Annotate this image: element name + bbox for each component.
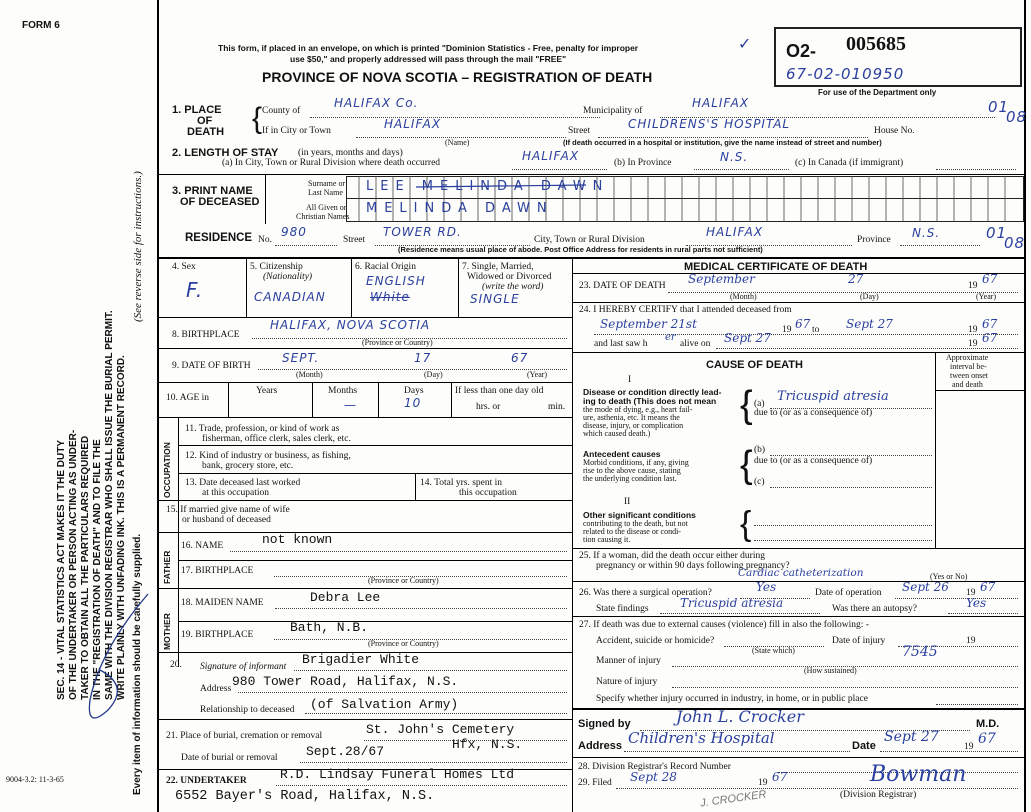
accident-label: Accident, suicide or homicide?	[596, 636, 715, 646]
sig-date-label: Date	[852, 740, 876, 752]
q15b-label: or husband of deceased	[182, 515, 271, 525]
mother-vertical: MOTHER	[162, 613, 172, 650]
dob-year: 67	[511, 351, 529, 365]
medical-title: MEDICAL CERTIFICATE OF DEATH	[684, 261, 868, 273]
sig-address-label: Address	[578, 740, 623, 752]
handwritten-number: 67-02-010950	[786, 65, 905, 83]
form-number: FORM 6	[22, 20, 60, 31]
undertaker-name: R.D. Lindsay Funeral Homes Ltd	[280, 767, 515, 782]
filed-yr-prefix: 19	[758, 778, 768, 788]
autopsy-label: Was there an autopsy?	[832, 604, 917, 614]
death-yr-prefix: 19	[968, 281, 978, 291]
check-mark: ✓	[738, 34, 753, 53]
cause-c-label: (c)	[754, 477, 765, 487]
dob-day: 17	[414, 351, 432, 365]
occupation-q11: 11. Trade, profession, or kind of work as	[185, 424, 340, 434]
relationship-label: Relationship to deceased	[200, 705, 295, 715]
cause-a-label: (a)	[754, 399, 765, 409]
to-yr: 67	[982, 317, 998, 331]
dob-month: SEPT.	[282, 351, 320, 365]
q18-label: 18. MAIDEN NAME	[181, 598, 264, 608]
place-label-1: 1. PLACE	[172, 104, 222, 116]
other-brace: {	[740, 505, 752, 543]
marital-label-3: (write the word)	[482, 282, 544, 292]
direct-brace: {	[740, 384, 753, 426]
to-label: to	[812, 325, 820, 335]
age-label: 10. AGE in	[166, 393, 210, 403]
findings-value: Tricuspid atresia	[680, 596, 784, 610]
attended-from: September 21st	[600, 317, 697, 331]
crocker-stamp: J. CROCKER	[699, 788, 768, 810]
place-label-2: OF	[197, 115, 213, 127]
stay-b-label: (b) In Province	[614, 158, 672, 168]
q26-label: 26. Was there a surgical operation?	[579, 588, 712, 598]
racial-struck: White	[370, 290, 410, 304]
q28-label: 28. Division Registrar's Record Number	[578, 762, 731, 772]
stay-a-value: HALIFAX	[522, 149, 580, 163]
name-label: (Name)	[445, 138, 470, 147]
county-label: County of	[262, 106, 301, 116]
age-years-label: Years	[256, 386, 278, 396]
last-yr-prefix: 19	[968, 339, 978, 349]
margin-line-3: TAKER TO OBTAIN ALL THE PARTICULARS REQUIRED	[80, 435, 91, 700]
name-label-2: OF DECEASED	[180, 196, 260, 208]
sig-address: Children's Hospital	[628, 729, 775, 747]
autopsy-value: Yes	[966, 596, 987, 610]
occupation-q12b: bank, grocery store, etc.	[202, 461, 294, 471]
dob-month-label: (Month)	[296, 370, 323, 379]
q15-label: 15. If married give name of wife	[166, 505, 290, 515]
alive-label: alive on	[680, 339, 711, 349]
occupation-q13: 13. Date deceased last worked	[185, 478, 301, 488]
last-seen-label: and last saw h	[594, 339, 648, 349]
city-label: If in City or Town	[262, 126, 331, 136]
given-value: MELINDA DAWN	[366, 201, 554, 216]
sig-yr-prefix: 19	[964, 742, 974, 752]
nature-label: Nature of injury	[596, 677, 658, 687]
informant-address: 980 Tower Road, Halifax, N.S.	[232, 674, 459, 689]
house-label: House No.	[874, 126, 915, 136]
citizenship-label: 5. Citizenship	[250, 262, 303, 272]
cause-a: Tricuspid atresia	[777, 389, 889, 404]
residence-note: (Residence means usual place of abode. Post Office Address for residents in rural parts not sufficient)	[398, 245, 763, 254]
racial-value: ENGLISH	[366, 274, 426, 288]
birthplace-label: 8. BIRTHPLACE	[172, 330, 240, 340]
q27-label: 27. If death was due to external causes (violence) fill in also the following: -	[579, 620, 869, 630]
mother-birthplace: Bath, N.B.	[290, 620, 369, 635]
burial-date-label: Date of burial or removal	[181, 753, 278, 763]
margin-scribble	[60, 590, 160, 740]
last-seen-date: Sept 27	[724, 331, 771, 345]
registrar-signature: Bowman	[870, 762, 967, 787]
death-day: 27	[848, 272, 864, 286]
margin-line-5: SAME WITH THE DIVISION REGISTRAR WHO SHALL ISSUE THE BURIAL PERMIT.	[104, 310, 115, 700]
manner-label: Manner of injury	[596, 656, 661, 666]
from-yr: 67	[795, 317, 811, 331]
manner-value: 7545	[902, 644, 938, 660]
signed-value: John L. Crocker	[676, 707, 804, 726]
occupation-q11b: fisherman, office clerk, sales clerk, etc.	[202, 434, 351, 444]
age-months-value: —	[344, 398, 357, 412]
margin-line-8: Every item of information should be carefully supplied.	[132, 533, 143, 795]
sig-yr: 67	[978, 731, 996, 747]
municipality-label: Municipality of	[583, 106, 643, 116]
margin-line-4: IN THE "REGISTRATION OF DEATH" AND TO FILE THE	[92, 439, 103, 700]
q16-label: 16. NAME	[181, 541, 224, 551]
form-title: PROVINCE OF NOVA SCOTIA – REGISTRATION OF DEATH	[262, 69, 653, 85]
injury-yr: 19	[966, 636, 976, 646]
q24-label: 24. I HEREBY CERTIFY that I attended deceased from	[579, 305, 792, 315]
margin-line-2: OF THE UNDERTAKER OR PERSON ACTING AS UNDER-	[68, 429, 79, 700]
residence-street-label: Street	[343, 235, 366, 245]
notice-line-1: This form, if placed in an envelope, on which is printed "Dominion Statistics - Free, penalty for improper	[218, 43, 639, 53]
marital-label-1: 7. Single, Married,	[462, 262, 534, 272]
q29-label: 29. Filed	[578, 778, 612, 788]
q20-label: 20.	[170, 660, 182, 670]
op-date: Sept 26	[902, 580, 949, 594]
op-yr-prefix: 19	[966, 588, 976, 598]
stay-c-label: (c) In Canada (if immigrant)	[795, 158, 904, 168]
racial-label: 6. Racial Origin	[355, 262, 416, 272]
other-label-2: contributing to the death, but not	[583, 519, 688, 528]
interval-label-2: interval be-	[950, 362, 987, 371]
signed-label: Signed by	[578, 718, 631, 730]
q17-label: 17. BIRTHPLACE	[181, 566, 254, 576]
antecedent-label-4: the underlying condition last.	[583, 474, 677, 483]
occupation-q14: 14. Total yrs. spent in	[420, 478, 503, 488]
undertaker-address: 6552 Bayer's Road, Halifax, N.S.	[175, 789, 435, 804]
roman-1: I	[628, 375, 632, 385]
given-label-2: Christian Names	[296, 212, 350, 221]
age-ltday-label: If less than one day old	[455, 386, 544, 396]
attended-to: Sept 27	[846, 317, 893, 331]
stay-label: 2. LENGTH OF STAY	[172, 147, 279, 159]
occupation-q12: 12. Kind of industry or business, as fishing,	[185, 451, 351, 461]
reg-number: 005685	[846, 33, 906, 55]
age-days-label: Days	[404, 386, 424, 396]
surname-label-1: Surname or	[308, 179, 346, 188]
burial-place-2: Hfx, N.S.	[452, 737, 523, 752]
occupation-q14b: this occupation	[459, 488, 517, 498]
residence-city: HALIFAX	[706, 225, 764, 239]
father-name: not known	[262, 532, 333, 547]
to-yr-prefix: 19	[968, 325, 978, 335]
mother-prov: (Province or Country)	[368, 639, 439, 648]
residence-label: RESIDENCE	[185, 232, 253, 244]
other-label-1: Other significant conditions	[583, 510, 696, 520]
last-seen-pronoun: er	[665, 332, 676, 343]
roman-2: II	[624, 497, 631, 507]
from-yr-prefix: 19	[782, 325, 792, 335]
citizenship-value: CANADIAN	[254, 290, 326, 304]
citizenship-sub: (Nationality)	[263, 272, 313, 282]
surname-value: LEE MELINDA DAWN	[366, 179, 610, 194]
antecedent-label-3: rise to the above cause, stating	[583, 466, 681, 475]
place-label-3: DEATH	[187, 126, 225, 138]
registration-number-box	[774, 27, 1022, 87]
street-label: Street	[568, 126, 591, 136]
interval-label-4: and death	[952, 380, 983, 389]
md-label: M.D.	[976, 718, 1000, 730]
burial-date: Sept.28/67	[306, 744, 385, 759]
direct-label-6: which caused death.)	[583, 429, 651, 438]
age-months-label: Months	[328, 386, 358, 396]
op-date-label: Date of operation	[815, 588, 882, 598]
direct-label-2: ing to death (This does not mean	[583, 396, 717, 406]
injury-date-label: Date of injury	[832, 636, 886, 646]
death-month-label: (Month)	[730, 292, 757, 301]
hospital-note: (If death occurred in a hospital or institution, give the name instead of street and number)	[563, 138, 882, 147]
surname-label-2: Last Name	[308, 188, 343, 197]
father-vertical: FATHER	[162, 550, 172, 584]
dob-label: 9. DATE OF BIRTH	[172, 361, 251, 371]
father-prov: (Province or Country)	[368, 576, 439, 585]
op-yr: 67	[980, 580, 996, 594]
residence-city-label: City, Town or Rural Division	[534, 235, 645, 245]
burial-place-1: St. John's Cemetery	[366, 722, 515, 737]
notice-line-2: use $50," and properly addressed will pass through the mail "FREE"	[290, 54, 567, 64]
sig-date: Sept 27	[884, 729, 939, 745]
margin-code-1: 01	[988, 98, 1010, 116]
specify-label: Specify whether injury occurred in industry, in home, or in public place	[596, 694, 868, 704]
margin-line-7: (See reverse side for instructions.)	[132, 171, 144, 322]
margin-code-4: 08	[1004, 234, 1026, 252]
cause-title: CAUSE OF DEATH	[706, 359, 803, 371]
age-min-label: min.	[548, 402, 566, 412]
birthplace-prov: (Province or Country)	[362, 338, 433, 347]
direct-label-5: disease, injury, or complication	[583, 421, 684, 430]
antecedent-label-2: Morbid conditions, if any, giving	[583, 458, 689, 467]
interval-label-1: Approximate	[946, 353, 989, 362]
q25-label: 25. If a woman, did the death occur either during	[579, 551, 765, 561]
state-which-label: (State which)	[752, 646, 795, 655]
residence-no-label: No.	[258, 235, 272, 245]
stay-a-label: (a) In City, Town or Rural Division where death occurred	[222, 158, 441, 168]
q23-label: 23. DATE OF DEATH	[579, 281, 666, 291]
sex-label: 4. Sex	[172, 262, 196, 272]
direct-label-3: the mode of dying, e.g., heart fail-	[583, 405, 693, 414]
margin-line-6: WRITE PLAINLY WITH UNFADING INK. THIS IS A PERMANENT RECORD.	[116, 355, 127, 700]
death-year: 67	[982, 272, 998, 286]
occupation-vertical: OCCUPATION	[162, 442, 172, 498]
cause-b-label: (b)	[754, 445, 766, 455]
q25b-label: pregnancy or within 90 days following pregnancy?	[596, 561, 790, 571]
residence-province-label: Province	[857, 235, 891, 245]
last-yr: 67	[982, 331, 998, 345]
death-year-label: (Year)	[976, 292, 997, 301]
form-code: 9004-3.2: 11-3-65	[6, 775, 64, 784]
municipality-value: HALIFAX	[692, 96, 750, 110]
interval-label-3: tween onset	[950, 371, 988, 380]
sex-value: F.	[186, 278, 204, 302]
antecedent-label-1: Antecedent causes	[583, 449, 661, 459]
address-label: Address	[200, 684, 232, 694]
reg-prefix: O2-	[786, 41, 817, 61]
due-to-b: due to (or as a consequence of)	[754, 456, 873, 466]
name-label-1: 3. PRINT NAME	[172, 185, 253, 197]
relationship-value: (of Salvation Army)	[310, 697, 459, 712]
occupation-q13b: at this occupation	[202, 488, 270, 498]
registrar-label: (Division Registrar)	[840, 790, 917, 800]
city-value: HALIFAX	[384, 117, 442, 131]
q21-label: 21. Place of burial, cremation or removal	[166, 731, 323, 741]
age-days-value: 10	[404, 396, 422, 410]
age-hrs-label: hrs. or	[476, 402, 501, 412]
antecedent-brace: {	[740, 444, 753, 486]
residence-province: N.S.	[912, 226, 941, 240]
street-value: CHILDRENS'S HOSPITAL	[628, 117, 791, 131]
operation-value: Yes	[756, 580, 777, 594]
margin-code-3: 01	[986, 224, 1008, 242]
operation-note: Cardiac catheterization	[738, 567, 864, 579]
death-day-label: (Day)	[860, 292, 879, 301]
birthplace-value: HALIFAX, NOVA SCOTIA	[270, 318, 431, 332]
direct-label-1: Disease or condition directly lead-	[583, 387, 722, 397]
direct-label-4: ure, asthenia, etc. It means the	[583, 413, 680, 422]
marital-label-2: Widowed or Divorced	[467, 272, 552, 282]
mother-name: Debra Lee	[310, 590, 381, 605]
residence-street: TOWER RD.	[383, 225, 462, 239]
other-label-3: related to the disease or condi-	[583, 527, 681, 536]
county-value: HALIFAX Co.	[334, 96, 419, 110]
stay-b-value: N.S.	[720, 150, 749, 164]
q22-label: 22. UNDERTAKER	[166, 776, 247, 786]
given-label-1: All Given or	[306, 203, 347, 212]
sustained-label: (How sustained)	[804, 666, 857, 675]
sig-label: Signature of informant	[200, 662, 287, 672]
dob-year-label: (Year)	[527, 370, 548, 379]
place-brace: {	[252, 102, 263, 135]
stay-sub: (in years, months and days)	[298, 148, 403, 158]
findings-label: State findings	[596, 604, 649, 614]
residence-no: 980	[281, 225, 307, 239]
yes-no-label: (Yes or No)	[930, 572, 968, 581]
informant-name: Brigadier White	[302, 652, 420, 667]
other-label-4: tion causing it.	[583, 535, 631, 544]
margin-code-2: 08	[1006, 108, 1028, 126]
marital-value: SINGLE	[470, 292, 520, 306]
dept-use: For use of the Department only	[818, 88, 937, 97]
filed-date: Sept 28	[630, 770, 677, 784]
dob-day-label: (Day)	[424, 370, 443, 379]
death-month: September	[688, 272, 755, 286]
filed-yr: 67	[772, 770, 788, 784]
due-to-a: due to (or as a consequence of)	[754, 408, 873, 418]
margin-line-1: SEC. 14 - VITAL STATISTICS ACT MAKES IT THE DUTY	[56, 439, 67, 700]
q19-label: 19. BIRTHPLACE	[181, 630, 254, 640]
